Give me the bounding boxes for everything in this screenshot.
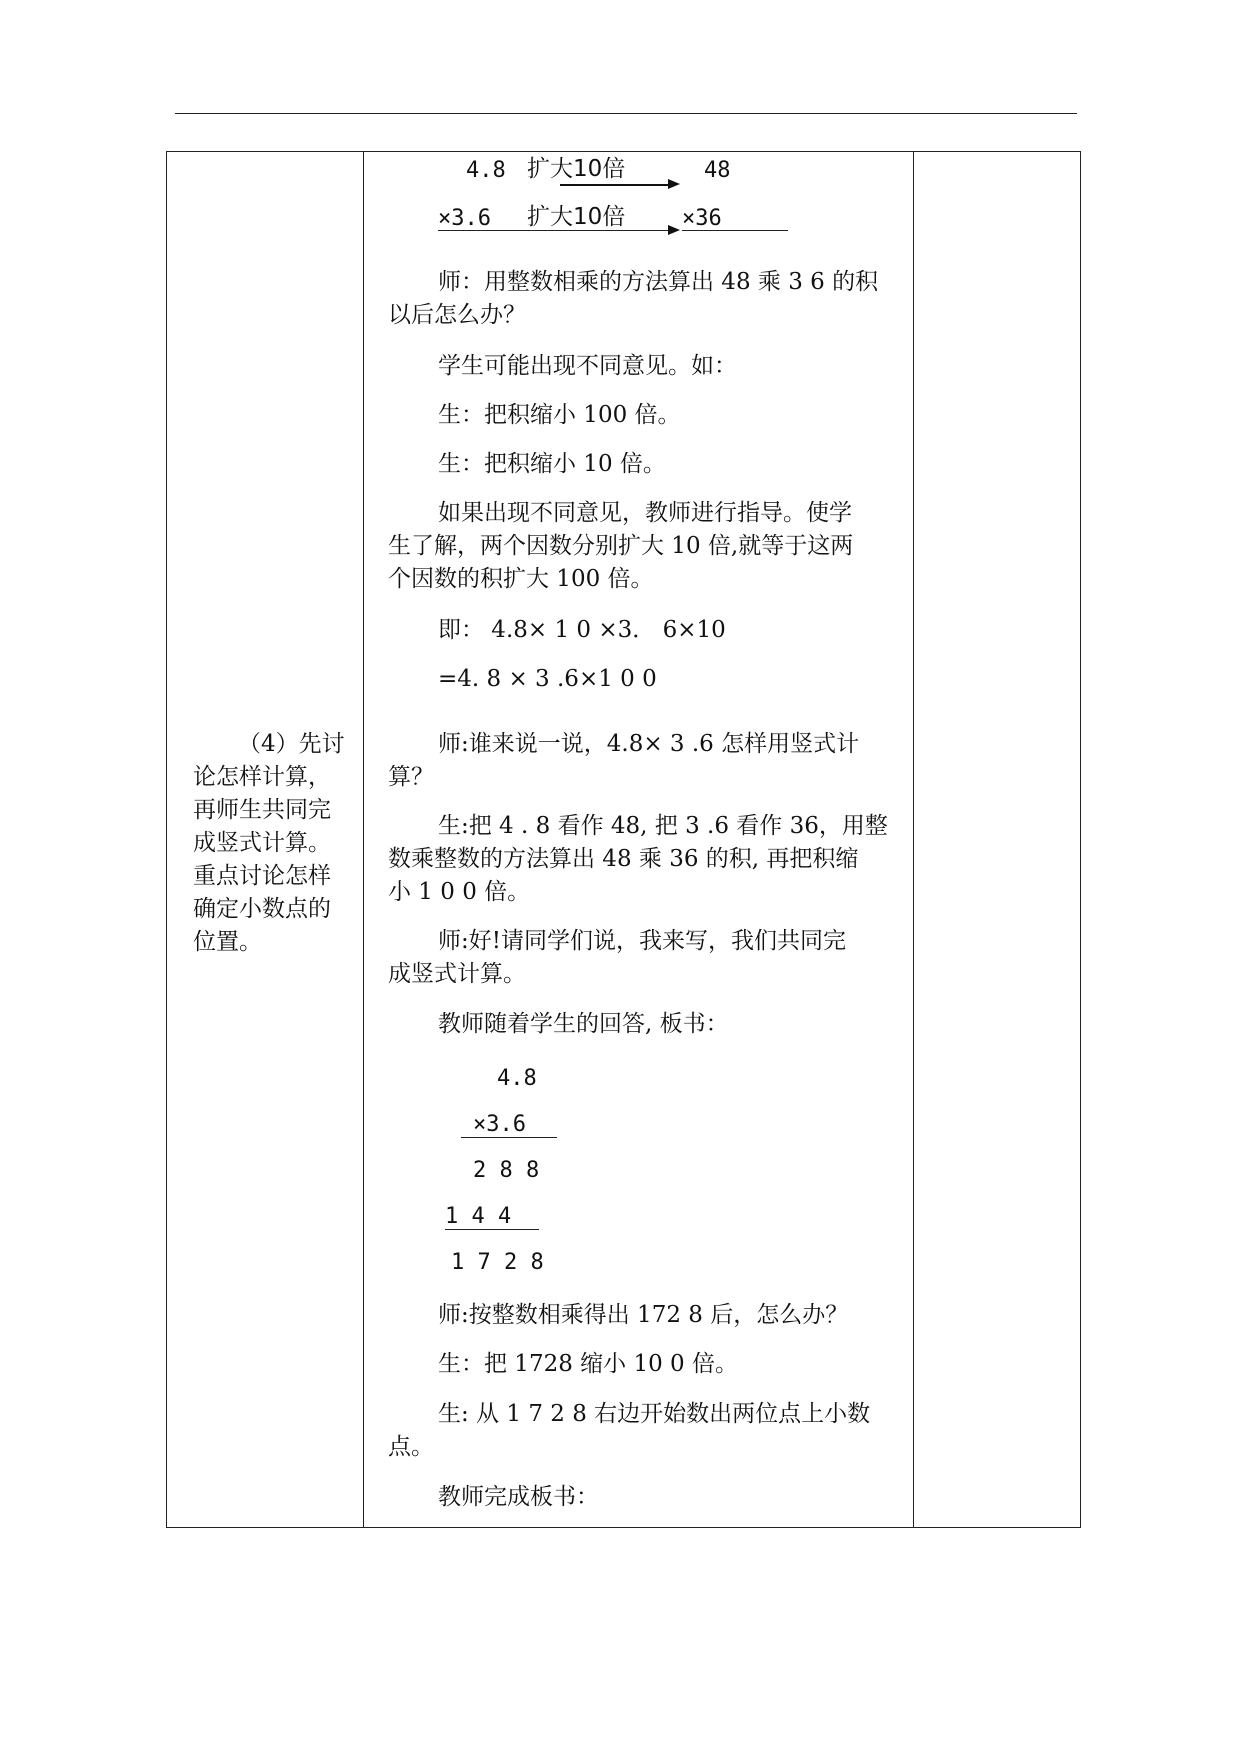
paragraph-line: 师:谁来说一说，4.8× 3 .6 怎样用竖式计	[438, 731, 860, 757]
column-divider-2	[913, 151, 914, 1528]
paragraph-line: 教师随着学生的回答, 板书：	[438, 1011, 729, 1037]
paragraph-line: =4. 8 × 3 .6×1 0 0	[438, 666, 657, 692]
paragraph-line: 师：用整数相乘的方法算出 48 乘 3 6 的积	[438, 269, 879, 295]
paragraph-line: 算？	[388, 764, 434, 790]
diagram-row2-right: ×36	[682, 206, 722, 231]
paragraph-line: 教师完成板书：	[438, 1484, 599, 1510]
diagram-row1-label: 扩大10倍	[527, 156, 626, 182]
paragraph-line: 点。	[388, 1434, 434, 1460]
paragraph-line: 数乘整数的方法算出 48 乘 36 的积, 再把积缩	[388, 846, 859, 872]
note-line: 再师生共同完	[193, 797, 331, 823]
paragraph-line: 生：把 1728 缩小 10 0 倍。	[438, 1351, 738, 1377]
paragraph-line: 小 1 0 0 倍。	[388, 879, 531, 905]
note-line: 确定小数点的	[193, 896, 331, 922]
diagram-row1-right: 48	[704, 158, 731, 183]
paragraph-line: 生：把积缩小 10 倍。	[438, 451, 666, 477]
calc-underline-1	[461, 1137, 557, 1138]
note-line: 重点讨论怎样	[193, 863, 331, 889]
paragraph-line: 如果出现不同意见，教师进行指导。使学	[438, 500, 852, 526]
paragraph-line: 生：把积缩小 100 倍。	[438, 402, 681, 428]
calc-partial-2: 1 4 4	[445, 1204, 512, 1229]
paragraph-line: 生: 从 1 7 2 8 右边开始数出两位点上小数	[438, 1401, 871, 1427]
calc-multiplier: ×3.6	[473, 1112, 526, 1137]
paragraph-line: 生:把 4 . 8 看作 48, 把 3 .6 看作 36，用整	[438, 813, 888, 839]
arrow-right-icon	[668, 225, 680, 235]
diagram-row2-label: 扩大10倍	[527, 204, 626, 230]
calc-underline-2	[445, 1229, 539, 1230]
calc-multiplicand: 4.8	[497, 1066, 537, 1091]
header-rule	[175, 113, 1077, 114]
paragraph-line: 成竖式计算。	[388, 961, 526, 987]
note-line: 成竖式计算。	[193, 830, 331, 856]
paragraph-line: 学生可能出现不同意见。如：	[438, 353, 737, 379]
diagram-row2-underline	[438, 230, 674, 231]
diagram-row2-left: ×3.6	[438, 206, 491, 231]
arrow-right-icon	[668, 179, 680, 189]
paragraph-line: 个因数的积扩大 100 倍。	[388, 566, 654, 592]
paragraph-line: 师:好!请同学们说，我来写，我们共同完	[438, 928, 846, 954]
diagram-row2-right-underline	[682, 230, 788, 231]
paragraph-line: 即： 4.8× 1 0 ×3． 6×10	[438, 617, 726, 643]
paragraph-line: 师:按整数相乘得出 172 8 后，怎么办？	[438, 1302, 849, 1328]
note-line: 位置。	[193, 929, 262, 955]
calc-partial-1: 2 8 8	[473, 1158, 540, 1183]
note-line: 论怎样计算，	[193, 764, 331, 790]
calc-result: 1 7 2 8	[451, 1250, 544, 1275]
arrow-line-1	[560, 184, 670, 186]
paragraph-line: 以后怎么办？	[388, 302, 526, 328]
column-divider-1	[363, 151, 364, 1528]
note-line: （4）先讨	[238, 731, 345, 757]
paragraph-line: 生了解，两个因数分别扩大 10 倍,就等于这两	[388, 533, 854, 559]
diagram-row1-left: 4.8	[466, 158, 506, 183]
